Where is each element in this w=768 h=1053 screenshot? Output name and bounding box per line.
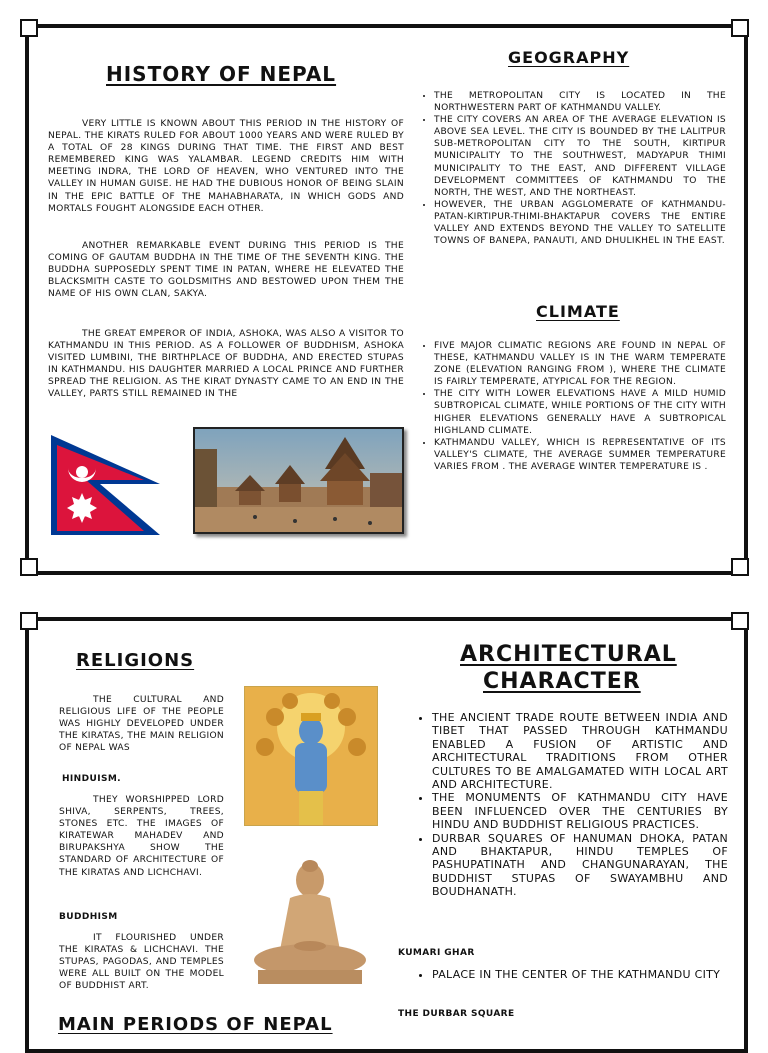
geography-item: • THE CITY COVERS AN AREA OF THE AVERAGE ELEVATION IS ABOVE SEA LEVEL. THE CITY IS BOUNDED BY THE LALITPUR SUB-METROPOLITAN CITY TO THE SOUTH, KIRTIPUR MUNICIPALITY TO THE SOUTHWEST, MADYAPUR THIMI MUNICIPALITY TO THE EAST, AND DIFFERENT VILLAGE DEVELOPMENT COMMITTEES OF KATHMANDU TO THE NORTH, THE WEST, AND THE NORTHEAST.	[434, 114, 726, 199]
kumari-ghar-item: • PALACE IN THE CENTER OF THE KATHMANDU CITY	[432, 968, 728, 981]
hinduism-text: THEY WORSHIPPED LORD SHIVA, SERPENTS, TREES, STONES ETC. THE IMAGES OF KIRATEWAR MAHADEV AND BIRUPAKSHYA SHOW THE STANDARD OF ARCHITECTURE OF THE KIRATAS AND LICHCHAVI.	[59, 795, 224, 878]
durbar-square-label: THE DURBAR SQUARE	[398, 1009, 515, 1019]
climate-item: • KATHMANDU VALLEY, WHICH IS REPRESENTATIVE OF ITS VALLEY'S CLIMATE, THE AVERAGE SUMMER TEMPERATURE VARIES FROM . THE AVERAGE WINTER TEMPERATURE IS .	[434, 437, 726, 473]
main-periods-title: MAIN PERIODS OF NEPAL	[58, 1014, 333, 1035]
geography-title: GEOGRAPHY	[508, 48, 630, 67]
frame-corner	[731, 558, 749, 576]
buddhism-label: BUDDHISM	[59, 912, 118, 922]
geography-item: • HOWEVER, THE URBAN AGGLOMERATE OF KATHMANDU-PATAN-KIRTIPUR-THIMI-BHAKTAPUR COVERS THE ENTIRE VALLEY AND EXTENDS BEYOND THE VALLEY TO SATELLITE TOWNS OF BANEPA, PANAUTI, AND DHULIKHEL IN THE EAST.	[434, 199, 726, 247]
frame-corner	[20, 558, 38, 576]
architecture-item: • THE ANCIENT TRADE ROUTE BETWEEN INDIA AND TIBET THAT PASSED THROUGH KATHMANDU ENABLED A FUSION OF ARTISTIC AND ARCHITECTURAL TRADITIONS FROM OTHER CULTURES TO BE AMALGAMATED WITH LOCAL ART AND ARCHITECTURE.	[432, 711, 728, 791]
architecture-item: • THE MONUMENTS OF KATHMANDU CITY HAVE BEEN INFLUENCED OVER THE CENTURIES BY HINDU AND BUDDHIST RELIGIOUS PRACTICES.	[432, 791, 728, 831]
hinduism-label: HINDUISM.	[62, 774, 121, 784]
frame-corner	[20, 612, 38, 630]
history-paragraph-1: VERY LITTLE IS KNOWN ABOUT THIS PERIOD IN THE HISTORY OF NEPAL. THE KIRATS RULED FOR ABOUT 1000 YEARS AND WERE RULED BY A TOTAL OF 28 KINGS DURING THAT TIME. THE FIRST AND BEST REMEMBERED KING WAS YALAMBAR. LEGEND CREDITS HIM WITH MEETING INDRA, THE LORD OF HEAVEN, WHO VENTURED INTO THE VALLEY IN HUMAN GUISE. HE HAD THE DUBIOUS HONOR OF BEING SLAIN IN THE EPIC BATTLE OF THE MAHABHARATA, IN WHICH GODS AND MORTALS FOUGHT ALONGSIDE EACH OTHER.	[48, 119, 404, 214]
architecture-list	[414, 711, 728, 899]
architecture-title-line2: CHARACTER	[483, 669, 641, 694]
architecture-item: • DURBAR SQUARES OF HANUMAN DHOKA, PATAN AND BHAKTAPUR, HINDU TEMPLES OF PASHUPATINATH AND CHANGUNARAYAN, THE BUDDHIST STUPAS OF SWAYAMBHU AND BOUDHANATH.	[432, 832, 728, 899]
history-paragraph-2: ANOTHER REMARKABLE EVENT DURING THIS PERIOD IS THE COMING OF GAUTAM BUDDHA IN THE TIME OF THE SEVENTH KING. THE BUDDHA SUPPOSEDLY SPENT TIME IN PATAN, WHERE HE ELEVATED THE BLACKSMITH CASTE TO GOLDSMITHS AND BESTOWED UPON THEM THE NAME OF HIS OWN CLAN, SAKYA.	[48, 241, 404, 300]
frame-corner	[20, 19, 38, 37]
buddhism-text: IT FLOURISHED UNDER THE KIRATAS & LICHCHAVI. THE STUPAS, PAGODAS, AND TEMPLES WERE ALL BUILT ON THE MODEL OF BUDDHIST ART.	[59, 933, 224, 992]
climate-list	[420, 340, 726, 473]
frame-corner	[731, 19, 749, 37]
kumari-ghar-list	[414, 968, 728, 981]
religions-title: RELIGIONS	[76, 650, 195, 671]
architecture-title-line1: ARCHITECTURAL	[460, 642, 677, 667]
geography-list	[420, 90, 726, 247]
history-title: HISTORY OF NEPAL	[106, 62, 337, 86]
buddha-statue-image	[244, 858, 376, 986]
climate-item: • THE CITY WITH LOWER ELEVATIONS HAVE A MILD HUMID SUBTROPICAL CLIMATE, WHILE PORTIONS OF THE CITY WITH HIGHER ELEVATIONS GENERALLY HAVE A SUBTROPICAL HIGHLAND CLIMATE.	[434, 388, 726, 436]
kumari-ghar-label: KUMARI GHAR	[398, 948, 475, 958]
religions-intro: THE CULTURAL AND RELIGIOUS LIFE OF THE PEOPLE WAS HIGHLY DEVELOPED UNDER THE KIRATAS, THE MAIN RELIGION OF NEPAL WAS	[59, 695, 224, 754]
vishnu-image	[244, 686, 378, 826]
history-paragraph-3: THE GREAT EMPEROR OF INDIA, ASHOKA, WAS ALSO A VISITOR TO KATHMANDU IN THIS PERIOD. AS A FOLLOWER OF BUDDHISM, ASHOKA VISITED LUMBINI, THE BIRTHPLACE OF BUDDHA, AND ERECTED STUPAS IN KATHMANDU. HIS DAUGHTER MARRIED A LOCAL PRINCE AND FURTHER SPREAD THE RELIGION. AS THE KIRAT DYNASTY CAME TO AN END IN THE VALLEY, PARTS STILL REMAINED IN THE	[48, 329, 404, 400]
frame-corner	[731, 612, 749, 630]
climate-title: CLIMATE	[536, 302, 620, 321]
nepal-flag-icon	[48, 432, 164, 538]
geography-item: • THE METROPOLITAN CITY IS LOCATED IN THE NORTHWESTERN PART OF KATHMANDU VALLEY.	[434, 90, 726, 114]
climate-item: • FIVE MAJOR CLIMATIC REGIONS ARE FOUND IN NEPAL OF THESE, KATHMANDU VALLEY IS IN THE WARM TEMPERATE ZONE (ELEVATION RANGING FROM ), WHERE THE CLIMATE IS FAIRLY TEMPERATE, ATYPICAL FOR THE REGION.	[434, 340, 726, 388]
durbar-square-photo	[193, 427, 404, 534]
